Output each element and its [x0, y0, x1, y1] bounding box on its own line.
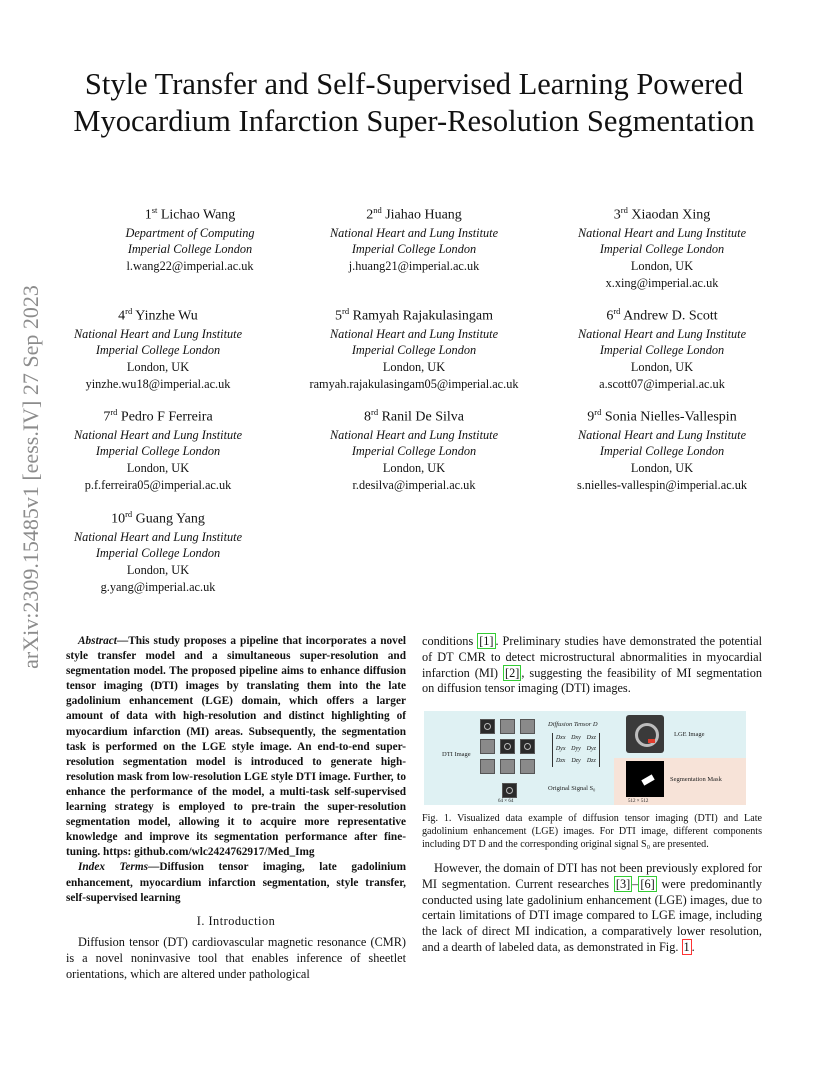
segmentation-panel	[614, 758, 746, 805]
author-block: 7rd Pedro F Ferreira National Heart and Lung Institute Imperial College London London, UK p.f.ferreira05@imperial.ac.uk	[73, 407, 243, 493]
author-block: 9rd Sonia Nielles-Vallespin National Heart and Lung Institute Imperial College London London, UK s.nielles-vallespin@imperial.ac.uk	[576, 407, 748, 493]
right-column-bottom	[422, 861, 762, 956]
left-column	[66, 634, 406, 983]
signal-thumb	[502, 783, 517, 798]
author-block: 4rd Yinzhe Wu National Heart and Lung Institute Imperial College London London, UK yinzhe.wu18@imperial.ac.uk	[73, 306, 243, 392]
author-block: 3rd Xiaodan Xing National Heart and Lung Institute Imperial College London London, UK x.xing@imperial.ac.uk	[577, 205, 747, 291]
tensor-label: Diffusion Tensor D	[548, 721, 598, 728]
citation-link[interactable]: [6]	[640, 876, 655, 891]
body-paragraph: However, the domain of DTI has not been previously explored for MI segmentation. Current researches [3] – [6] were predominantly conducted using late gadolinium enhancement (LGE) images, due to certain limitations of DTI image compared to LGE image, including the lack of direct MI indication, a comparatively lower resolution, and a dearth of labeled data, as demonstrated in Fig. 1 .	[422, 861, 762, 954]
right-column-top	[422, 634, 762, 697]
dti-thumb	[500, 739, 515, 754]
tensor-matrix: Dxx Dxy Dxz Dyx Dyy Dyz Dzx Dzy Dzz	[552, 733, 600, 767]
dti-thumb	[480, 719, 495, 734]
dti-thumb	[500, 759, 515, 774]
author-block: 5rd Ramyah Rajakulasingam National Heart and Lung Institute Imperial College London London, UK ramyah.rajakulasingam05@imperial.ac.uk	[309, 306, 519, 392]
dti-thumb	[480, 739, 495, 754]
lge-image	[626, 715, 664, 753]
lge-label: LGE Image	[674, 731, 705, 738]
dti-thumb	[480, 759, 495, 774]
arxiv-stamp: arXiv:2309.15485v1 [eess.IV] 27 Sep 2023	[18, 285, 43, 669]
abstract: Abstract—This study proposes a pipeline that incorporates a novel style transfer model and a simultaneous super-resolution and segmentation model. The proposed pipeline aims to enhance diffusion tensor imaging (DTI) images by translating them into the late gadolinium enhancement (LGE) domain, which offers a larger amount of data with high-resolution and distinct highlighting of myocardium infarction (MI) areas. Subsequently, the segmentation task is performed on the LGE style image. An end-to-end super-resolution segmentation model is introduced to generate high-resolution mask from low-resolution LGE style DTI image. Further, to enhance the performance of the model, a multi-task self-supervised learning strategy is employed to pre-train the super-resolution segmentation model, allowing it to acquire more representative knowledge and improve its segmentation performance after fine-tuning. https: github.com/wlc2424762917/Med_Img	[66, 635, 406, 859]
segmentation-label: Segmentation Mask	[670, 776, 722, 783]
figure-link[interactable]: 1	[683, 939, 690, 954]
author-block: 2nd Jiahao Huang National Heart and Lung Institute Imperial College London j.huang21@imperial.ac.uk	[329, 205, 499, 274]
signal-label: Original Signal S₀	[548, 785, 596, 792]
section-heading: I. Introduction	[196, 913, 276, 928]
citation-link[interactable]: [3]	[615, 876, 631, 891]
intro-paragraph: Diffusion tensor (DT) cardiovascular magnetic resonance (CMR) is a novel noninvasive tool that enables inference of sheetlet orientations, which are altered under pathological	[66, 935, 406, 982]
size-label: 512 × 512	[628, 799, 649, 804]
index-terms: Index Terms—Diffusion tensor imaging, late gadolinium enhancement, myocardium infarction segmentation, style transfer, self-supervised learning	[66, 861, 406, 904]
author-block: 6rd Andrew D. Scott National Heart and Lung Institute Imperial College London London, UK a.scott07@imperial.ac.uk	[577, 306, 747, 392]
dti-label: DTI Image	[442, 751, 471, 758]
dti-thumb	[520, 739, 535, 754]
citation-link[interactable]: [2]	[505, 665, 520, 680]
author-block: 1st Lichao Wang Department of Computing Imperial College London l.wang22@imperial.ac.uk	[125, 205, 255, 274]
dti-thumb	[520, 719, 535, 734]
lge-panel	[614, 711, 746, 758]
figure-caption: Fig. 1. Visualized data example of diffusion tensor imaging (DTI) and Late gadolinium enhancement (LGE) images. For DTI image, different components including DT D and the corresponding original signal S₀ are presented.	[422, 813, 762, 851]
author-block: 8rd Ranil De Silva National Heart and Lung Institute Imperial College London London, UK r.desilva@imperial.ac.uk	[329, 407, 499, 493]
dti-panel	[424, 711, 614, 805]
figure-1	[424, 711, 746, 805]
dti-thumb	[520, 759, 535, 774]
author-block: 10rd Guang Yang National Heart and Lung Institute Imperial College London London, UK g.yang@imperial.ac.uk	[73, 509, 243, 595]
body-paragraph: conditions [1] . Preliminary studies have demonstrated the potential of DT CMR to detect microstructural abnormalities in myocardial infarction (MI) [2] , suggesting the feasibility of MI segmentation on diffusion tensor imaging (DTI) images.	[422, 634, 762, 696]
dti-thumb	[500, 719, 515, 734]
segmentation-mask	[626, 761, 664, 797]
paper-title: Style Transfer and Self-Supervised Learning Powered Myocardium Infarction Super-Resolution Segmentation	[73, 67, 755, 138]
size-label: 64 × 64	[498, 799, 514, 804]
citation-link[interactable]: [1]	[479, 634, 494, 648]
